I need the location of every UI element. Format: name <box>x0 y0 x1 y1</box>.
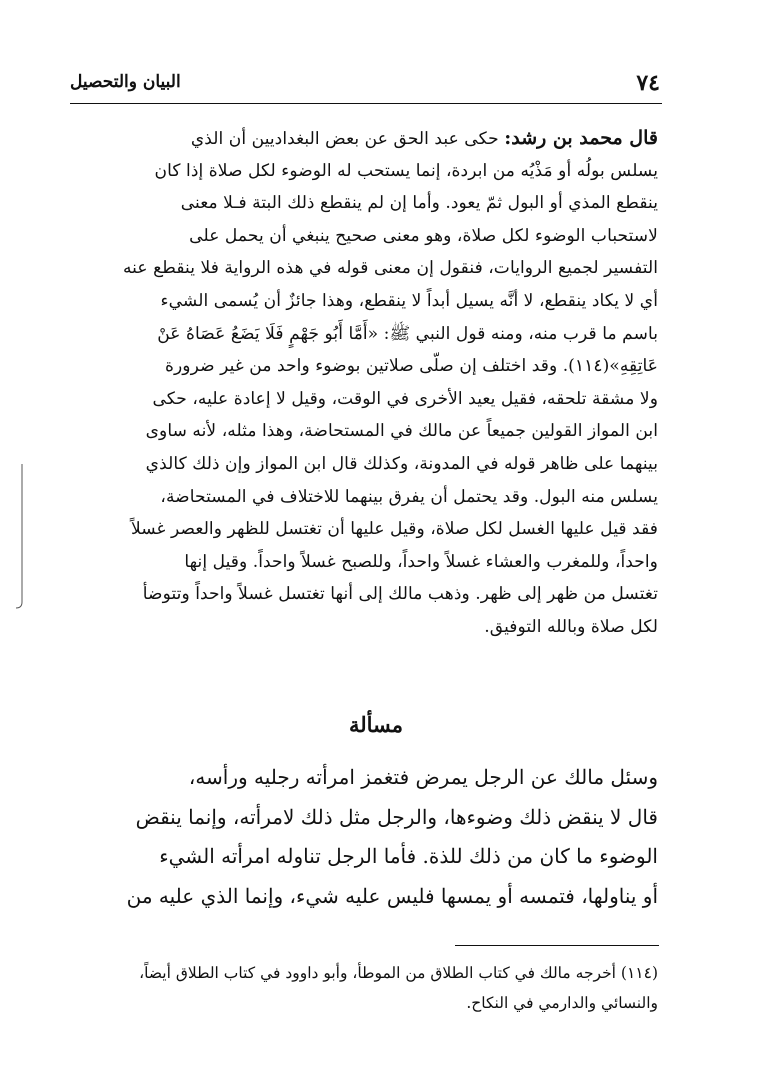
header-rule <box>70 103 662 104</box>
commentary-line: يسلس بولُه أو مَذْيُه من ابردة، إنما يستحب له الوضوء لكل صلاة إذا كان <box>154 160 658 181</box>
commentary-line: لكل صلاة وبالله التوفيق. <box>484 616 658 637</box>
section-body <box>94 758 658 916</box>
footnote-rule <box>455 945 659 946</box>
section-line: أو يناولها، فتمسه أو يمسها فليس عليه شيء، وإنما الذي عليه من <box>126 883 658 908</box>
commentary-line: ابن المواز القولين جميعاً عن مالك في المستحاضة، وهذا مثله، لأنه ساوى <box>145 421 658 442</box>
commentary-line: بينهما على ظاهر قوله في المدونة، وكذلك قال ابن المواز وإن ذلك كالذي <box>145 453 658 474</box>
commentary-line: عَاتِقِهِ»(١١٤). وقد اختلف إن صلّى صلاتين بوضوء واحد من غير ضرورة <box>165 356 658 377</box>
commentary-line: تغتسل من ظهر إلى ظهر. وذهب مالك إلى أنها تغتسل غسلاً واحداً وتتوضأ <box>142 584 658 605</box>
commentary-block <box>94 122 658 644</box>
speaker-name: قال محمد بن رشد: <box>504 127 658 149</box>
footnote <box>94 958 658 1018</box>
commentary-line: باسم ما قرب منه، ومنه قول النبي ﷺ: «أَمَّا أَبُو جَهْمٍ فَلَا يَضَعُ عَصَاهُ عَنْ <box>157 323 658 344</box>
commentary-line: ولا مشقة تلحقه، فقيل يعيد الأخرى في الوقت، وقيل لا إعادة عليه، حكى <box>152 388 658 409</box>
commentary-line: واحداً، وللمغرب والعشاء غسلاً واحداً، وللصبح غسلاً واحداً. وقيل إنها <box>184 551 658 572</box>
section-line: وسئل مالك عن الرجل يمرض فتغمز امرأته رجليه ورأسه، <box>188 765 658 789</box>
running-title: البيان والتحصيل <box>70 72 181 92</box>
commentary-line: لاستحباب الوضوء لكل صلاة، وهو معنى صحيح ينبغي أن يحمل على <box>189 225 658 246</box>
commentary-line: ينقطع المذي أو البول ثمّ يعود. وأما إن لم ينقطع ذلك البتة فـلا معنى <box>180 193 658 214</box>
page-number: ٧٤ <box>636 70 660 96</box>
commentary-line: قال محمد بن رشد: حكى عبد الحق عن بعض البغداديين أن الذي <box>190 127 658 149</box>
section-heading: مسألة <box>348 712 404 737</box>
section-line: الوضوء ما كان من ذلك للذة. فأما الرجل تناوله امرأته الشيء <box>159 844 658 869</box>
commentary-line: التفسير لجميع الروايات، فنقول إن معنى قوله في هذه الرواية فلا ينقطع عنه <box>122 258 658 279</box>
commentary-line: يسلس منه البول. وقد يحتمل أن يفرق بينهما للاختلاف في المستحاضة، <box>160 486 658 507</box>
footnote-line: والنسائي والدارمي في النكاح. <box>466 994 658 1012</box>
margin-bracket-mark <box>10 462 26 612</box>
footnote-line: (١١٤) أخرجه مالك في كتاب الطلاق من الموطأ، وأبو داوود في كتاب الطلاق أيضاً، <box>139 964 658 982</box>
page-header <box>70 70 660 100</box>
commentary-line: أي لا يكاد ينقطع، لا أنَّه يسيل أبداً لا ينقطع، وهذا جائزٌ أن يُسمى الشيء <box>160 290 658 311</box>
section-line: قال لا ينقض ذلك وضوءها، والرجل مثل ذلك لامرأته، وإنما ينقض <box>135 804 658 829</box>
commentary-line: فقد قيل عليها الغسل لكل صلاة، وقيل عليها أن تغتسل للظهر والعصر غسلاً <box>130 519 658 540</box>
